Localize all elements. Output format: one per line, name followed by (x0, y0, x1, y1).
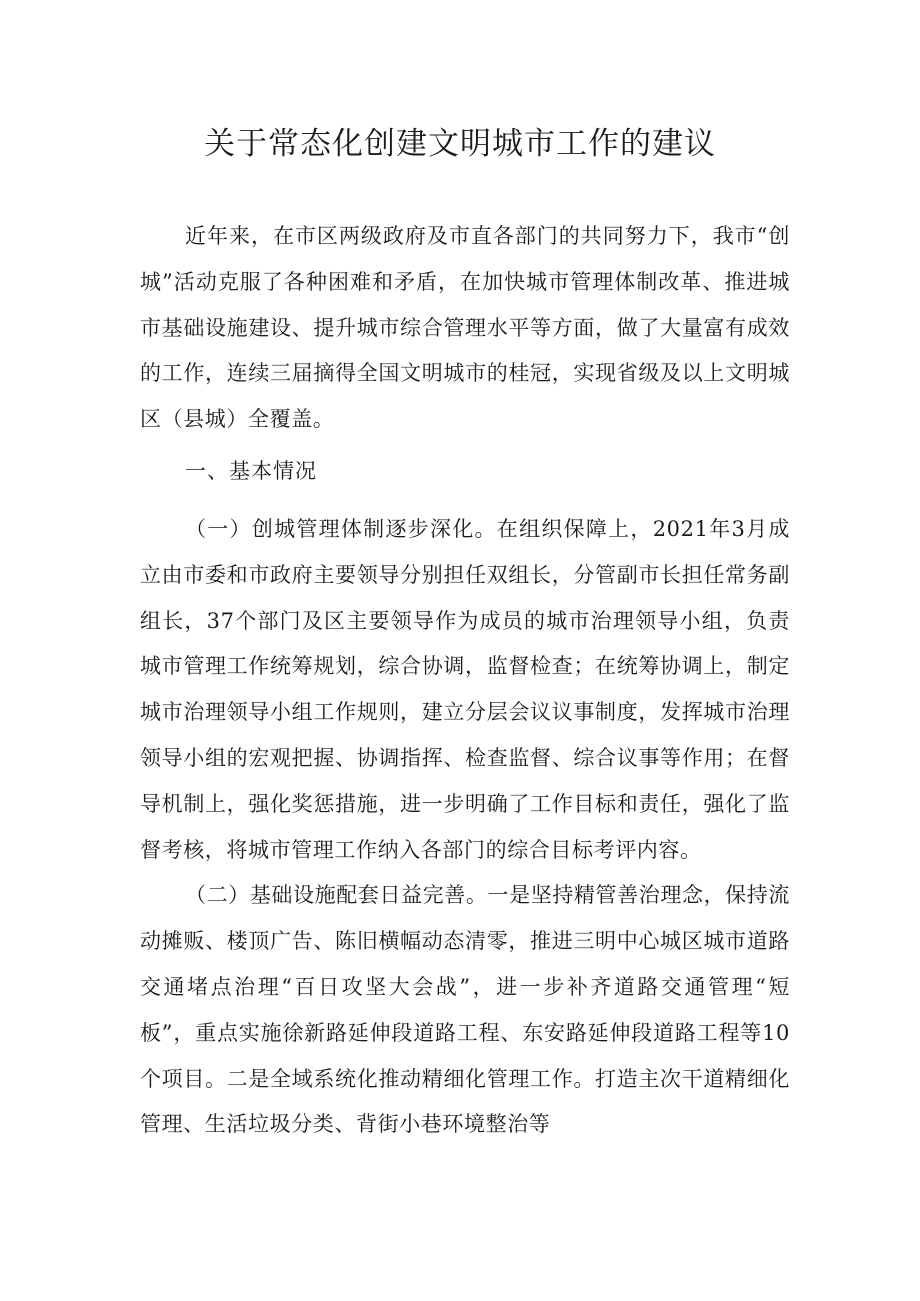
document-title: 关于常态化创建文明城市工作的建议 (204, 126, 716, 162)
intro-paragraph: 近年来，在市区两级政府及市直各部门的共同努力下，我市“创城”活动克服了各种困难和矛盾，在加快城市管理体制改革、推进城市基础设施建设、提升城市综合管理水平等方面，做了大量富有成效的工作，连续三届摘得全国文明城市的桂冠，实现省级及以上文明城区（县城）全覆盖。 (140, 224, 790, 432)
section-heading: 一、基本情况 (185, 458, 317, 483)
paragraph-1: （一）创城管理体制逐步深化。在组织保障上，2021年3月成立由市委和市政府主要领导分别担任双组长，分管副市长担任常务副组长，37个部门及区主要领导作为成员的城市治理领导小组，负责城市管理工作统筹规划，综合协调，监督检查；在统筹协调上，制定城市治理领导小组工作规则，建立分层会议议事制度，发挥城市治理领导小组的宏观把握、协调指挥、检查监督、综合议事等作用；在督导机制上，强化奖惩措施，进一步明确了工作目标和责任，强化了监督考核，将城市管理工作纳入各部门的综合目标考评内容。 (140, 516, 790, 862)
paragraph-2: （二）基础设施配套日益完善。一是坚持精管善治理念，保持流动摊贩、楼顶广告、陈旧横幅动态清零，推进三明中心城区城市道路交通堵点治理“百日攻坚大会战”，进一步补齐道路交通管理“短板”，重点实施徐新路延伸段道路工程、东安路延伸段道路工程等10个项目。二是全域系统化推动精细化管理工作。打造主次干道精细化管理、生活垃圾分类、背街小巷环境整治等 (140, 883, 790, 1137)
document-body (140, 214, 790, 1148)
